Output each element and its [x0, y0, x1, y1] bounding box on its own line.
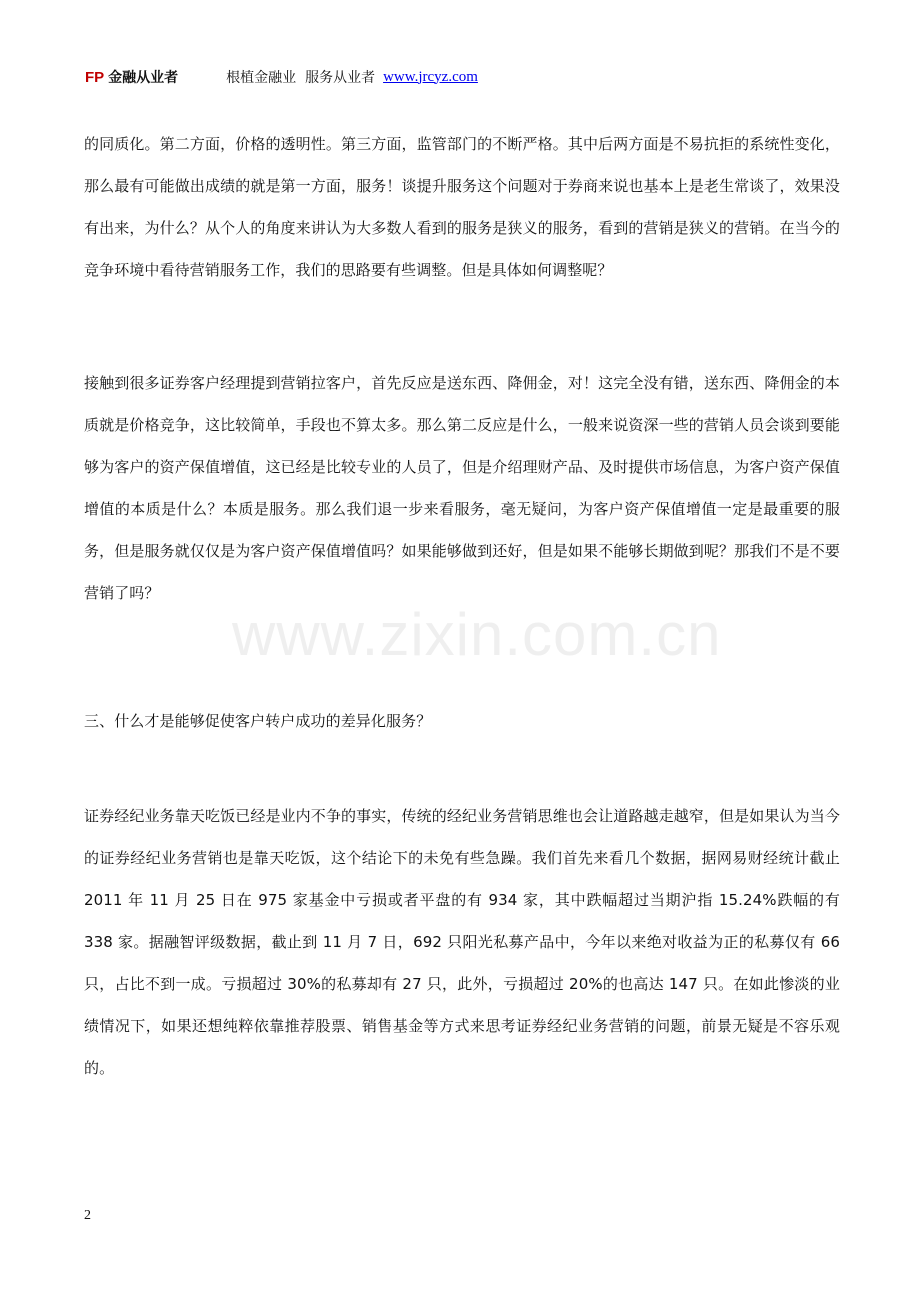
brand-prefix: FP	[85, 68, 105, 86]
site-link[interactable]: www.jrcyz.com	[383, 68, 478, 85]
page-header	[85, 66, 478, 88]
paragraph-2: 接触到很多证券客户经理提到营销拉客户，首先反应是送东西、降佣金，对！这完全没有错，送东西、降佣金的本质就是价格竞争，这比较简单，手段也不算太多。那么第二反应是什么，一般来说资深一些的营销人员会谈到要能够为客户的资产保值增值，这已经是比较专业的人员了，但是介绍理财产品、及时提供市场信息，为客户资产保值增值的本质是什么？本质是服务。那么我们退一步来看服务，毫无疑问，为客户资产保值增值一定是最重要的服务，但是服务就仅仅是为客户资产保值增值吗？如果能够做到还好，但是如果不能够长期做到呢？那我们不是不要营销了吗？	[84, 374, 840, 602]
paragraph-3: 证券经纪业务靠天吃饭已经是业内不争的事实，传统的经纪业务营销思维也会让道路越走越窄，但是如果认为当今的证券经纪业务营销也是靠天吃饭，这个结论下的未免有些急躁。我们首先来看几个数据，据网易财经统计截止 2011 年 11 月 25 日在 975 家基金中亏损或者平盘的有 934 家，其中跌幅超过当期沪指 15.24%跌幅的有 338 家。据融智评级数据，截止到 11 月 7 日，692 只阳光私募产品中，今年以来绝对收益为正的私募仅有 66 只，占比不到一成。亏损超过 30%的私募却有 27 只，此外，亏损超过 20%的也高达 147 只。在如此惨淡的业绩情况下，如果还想纯粹依靠推荐股票、销售基金等方式来思考证券经纪业务营销的问题，前景无疑是不容乐观的。	[84, 807, 840, 1077]
page-number: 2	[84, 1208, 91, 1223]
paragraph-1: 的同质化。第二方面，价格的透明性。第三方面，监管部门的不断严格。其中后两方面是不易抗拒的系统性变化，那么最有可能做出成绩的就是第一方面，服务！谈提升服务这个问题对于券商来说也基本上是老生常谈了，效果没有出来，为什么？从个人的角度来讲认为大多数人看到的服务是狭义的服务，看到的营销是狭义的营销。在当今的竞争环境中看待营销服务工作，我们的思路要有些调整。但是具体如何调整呢？	[84, 135, 840, 279]
watermark: www.zixin.com.cn	[232, 601, 722, 668]
brand-name: 金融从业者	[108, 70, 179, 86]
section-heading: 三、什么才是能够促使客户转户成功的差异化服务？	[84, 712, 432, 730]
header-tagline: 根植金融业 服务从业者	[226, 70, 376, 86]
